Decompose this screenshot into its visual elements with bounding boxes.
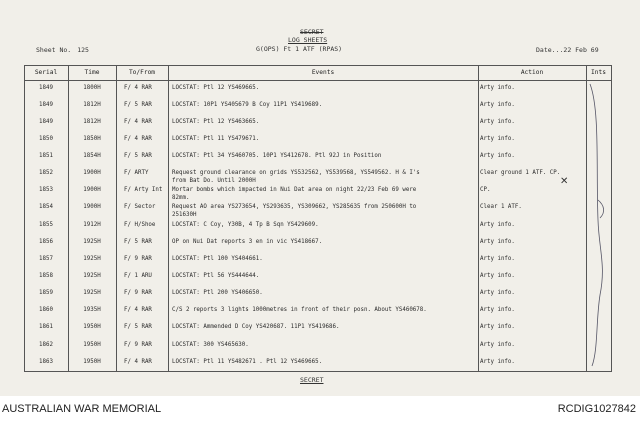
serial-cell: 1851 — [39, 153, 53, 160]
events-line: LOCSTAT: Ptl 100 YS404661. — [172, 256, 263, 262]
events-cell — [172, 149, 498, 164]
table-row — [24, 98, 612, 115]
tofrom-cell: F/ 5 RAR — [124, 238, 152, 245]
tofrom-cell: F/ 9 RAR — [124, 290, 152, 297]
events-line: LOCSTAT: Ptl 34 YS460705. 10P1 YS412678. Ptl 92J in Position — [172, 153, 382, 160]
events-line: LOCSTAT: Ptl 12 YS469665. — [172, 85, 260, 91]
serial-cell: 1859 — [39, 290, 53, 297]
events-cell — [172, 186, 498, 202]
action-cell — [480, 252, 590, 267]
tofrom-cell: F/ 4 RAR — [124, 136, 152, 143]
col-events: Events — [311, 69, 335, 76]
table-row — [24, 149, 612, 166]
footer-right: RCDIG1027842 — [557, 403, 636, 415]
events-cell — [172, 169, 498, 185]
tofrom-cell: F/ 4 RAR — [124, 307, 152, 314]
action-cell — [480, 81, 590, 96]
events-cell — [172, 355, 498, 370]
events-cell — [172, 235, 498, 250]
events-line: LOCSTAT: C Coy, Y30B, 4 Tp B Sqn YS429609. — [172, 221, 319, 228]
events-line: LOCSTAT: 300 YS465630. — [172, 341, 249, 348]
serial-cell: 1857 — [39, 256, 53, 262]
table-row — [24, 81, 612, 98]
events-line: LOCSTAT: Ptl 200 YS406650. — [172, 290, 263, 297]
action-cell — [480, 98, 590, 113]
table-row — [24, 252, 612, 269]
events-line: LOCSTAT: Ptl 11 YS482671 . Ptl 12 YS469665. — [172, 358, 323, 365]
time-cell: 1812H — [83, 102, 101, 109]
serial-cell: 1861 — [39, 324, 53, 331]
time-cell: 1950H — [83, 341, 101, 348]
action-line: Arty info. — [480, 221, 515, 228]
table-row — [24, 115, 612, 132]
tofrom-cell: F/ 4 RAR — [124, 358, 152, 365]
table-row — [24, 218, 612, 235]
events-line: OP on Nui Dat reports 3 en in vic YS418667. — [172, 238, 323, 245]
tofrom-cell: F/ Sector — [124, 203, 156, 210]
tofrom-cell: F/ 5 RAR — [124, 324, 152, 331]
action-cell — [480, 320, 590, 335]
events-line: LOCSTAT: Ptl 56 YS444644. — [172, 273, 260, 280]
action-line: Arty info. — [480, 358, 515, 365]
action-line: Arty info. — [480, 153, 515, 160]
serial-cell: 1855 — [39, 221, 53, 228]
time-cell: 1925H — [83, 256, 101, 262]
time-cell: 1950H — [83, 358, 101, 365]
table-row — [24, 235, 612, 252]
table-row — [24, 132, 612, 149]
time-cell: 1950H — [83, 324, 101, 331]
time-cell: 1925H — [83, 273, 101, 280]
action-cell — [480, 115, 590, 130]
action-line: Arty info. — [480, 136, 515, 143]
time-cell: 1812H — [83, 119, 101, 126]
tofrom-cell: F/ 9 RAR — [124, 341, 152, 348]
serial-cell: 1854 — [39, 203, 53, 210]
action-cell — [480, 269, 590, 284]
action-cell — [480, 203, 590, 211]
events-line: 82mm. — [172, 194, 190, 201]
events-line: 251630H — [172, 211, 197, 218]
action-line: Arty info. — [480, 256, 515, 262]
handwritten-x-mark: ✕ — [560, 176, 569, 187]
serial-cell: 1853 — [39, 186, 53, 193]
table-row — [24, 201, 612, 218]
tofrom-cell: F/ ARTY — [124, 169, 149, 176]
table-row — [24, 320, 612, 337]
events-cell — [172, 252, 498, 267]
action-cell — [480, 132, 590, 147]
action-line: Arty info. — [480, 341, 515, 348]
action-line: Arty info. — [480, 238, 515, 245]
action-line: Clear 1 ATF. — [480, 203, 522, 210]
action-cell — [480, 355, 590, 370]
top-classification: SECRET — [300, 28, 324, 36]
events-line: Request ground clearance on grids YS532562, YS539568, YS549562. H & I's — [172, 169, 420, 176]
time-cell: 1925H — [83, 238, 101, 245]
serial-cell: 1849 — [39, 85, 53, 91]
time-cell: 1912H — [83, 221, 101, 228]
tofrom-cell: F/ 5 RAR — [124, 153, 152, 160]
events-cell — [172, 81, 498, 96]
time-cell: 1935H — [83, 307, 101, 314]
events-cell — [172, 203, 498, 219]
ints-bracket-mark — [586, 80, 612, 371]
action-line: Arty info. — [480, 85, 515, 91]
col-action: Action — [520, 69, 544, 76]
serial-cell: 1860 — [39, 307, 53, 314]
sheet-title: LOG SHEETS — [288, 36, 328, 44]
unit-heading: G(OPS) Ft 1 ATF (RPAS) — [256, 45, 343, 53]
tofrom-cell: F/ 9 RAR — [124, 256, 152, 262]
table-row — [24, 184, 612, 201]
action-cell — [480, 186, 590, 194]
time-cell: 1900H — [83, 186, 101, 193]
tofrom-cell: F/ 5 RAR — [124, 102, 152, 109]
time-cell: 1900H — [83, 169, 101, 176]
events-line: Mortar bombs which impacted in Nui Dat area on night 22/23 Feb 69 were — [172, 186, 417, 193]
bottom-classification: SECRET — [300, 376, 324, 384]
table-row — [24, 355, 612, 372]
tofrom-cell: F/ 4 RAR — [124, 85, 152, 91]
action-cell — [480, 169, 590, 177]
col-tofrom: To/From — [128, 69, 156, 76]
footer-left: AUSTRALIAN WAR MEMORIAL — [2, 403, 162, 415]
serial-cell: 1862 — [39, 341, 53, 348]
action-cell — [480, 338, 590, 353]
events-cell — [172, 98, 498, 113]
events-cell — [172, 286, 498, 301]
events-line: C/S 2 reports 3 lights 1000metres in front of their posn. About YS460678. — [172, 307, 427, 314]
time-cell: 1900H — [83, 203, 101, 210]
events-line: LOCSTAT: 10P1 YS405679 B Coy 11P1 YS419689. — [172, 102, 323, 109]
sheet-number-label — [36, 46, 89, 54]
serial-cell: 1849 — [39, 102, 53, 109]
action-line: Arty info. — [480, 119, 515, 126]
serial-cell: 1858 — [39, 273, 53, 280]
action-cell — [480, 235, 590, 250]
col-time: Time — [84, 69, 100, 76]
action-cell — [480, 286, 590, 301]
time-cell: 1800H — [83, 85, 101, 91]
events-line: LOCSTAT: Ptl 11 YS479671. — [172, 136, 260, 143]
time-cell: 1854H — [83, 153, 101, 160]
serial-cell: 1852 — [39, 169, 53, 176]
date-value: 22 Feb 69 — [563, 46, 599, 54]
events-cell — [172, 320, 498, 335]
action-cell — [480, 218, 590, 233]
time-cell: 1925H — [83, 290, 101, 297]
action-line: Clear ground 1 ATF. CP. — [480, 169, 561, 176]
action-line: Arty info. — [480, 324, 515, 331]
action-line: Arty info. — [480, 273, 515, 280]
table-row — [24, 167, 612, 184]
action-line: Arty info. — [480, 290, 515, 297]
action-line: Arty info. — [480, 102, 515, 109]
events-cell — [172, 338, 498, 353]
sheet-label: Sheet No. — [36, 46, 72, 54]
events-cell — [172, 303, 498, 318]
action-line: Arty info. — [480, 307, 515, 314]
tofrom-cell: F/ 1 ARU — [124, 273, 152, 280]
tofrom-cell: F/ H/Shoe — [124, 221, 156, 228]
table-row — [24, 286, 612, 303]
events-line: from Bat Do. Until 2000H — [172, 177, 256, 184]
date-label-text: Date... — [536, 46, 564, 54]
table-row — [24, 269, 612, 286]
events-line: LOCSTAT: Ammended D Coy YS420687. 11P1 YS419686. — [172, 324, 340, 331]
tofrom-cell: F/ Arty Int — [124, 186, 163, 193]
sheet-number: 125 — [77, 46, 89, 54]
action-cell — [480, 303, 590, 318]
table-row — [24, 303, 612, 320]
col-ints: Ints — [591, 69, 606, 76]
events-cell — [172, 115, 498, 130]
events-line: LOCSTAT: Ptl 12 YS463665. — [172, 119, 260, 126]
table-row — [24, 338, 612, 355]
action-line: CP. — [480, 186, 491, 193]
serial-cell: 1850 — [39, 136, 53, 143]
date-label — [536, 46, 599, 54]
tofrom-cell: F/ 4 RAR — [124, 119, 152, 126]
serial-cell: 1863 — [39, 358, 53, 365]
col-serial: Serial — [34, 69, 58, 76]
events-cell — [172, 269, 498, 284]
action-cell — [480, 149, 590, 164]
time-cell: 1850H — [83, 136, 101, 143]
serial-cell: 1856 — [39, 238, 53, 245]
serial-cell: 1849 — [39, 119, 53, 126]
events-cell — [172, 218, 498, 233]
events-cell — [172, 132, 498, 147]
events-line: Request AO area YS273654, YS293635, YS309662, YS285635 from 250600H to — [172, 203, 417, 210]
